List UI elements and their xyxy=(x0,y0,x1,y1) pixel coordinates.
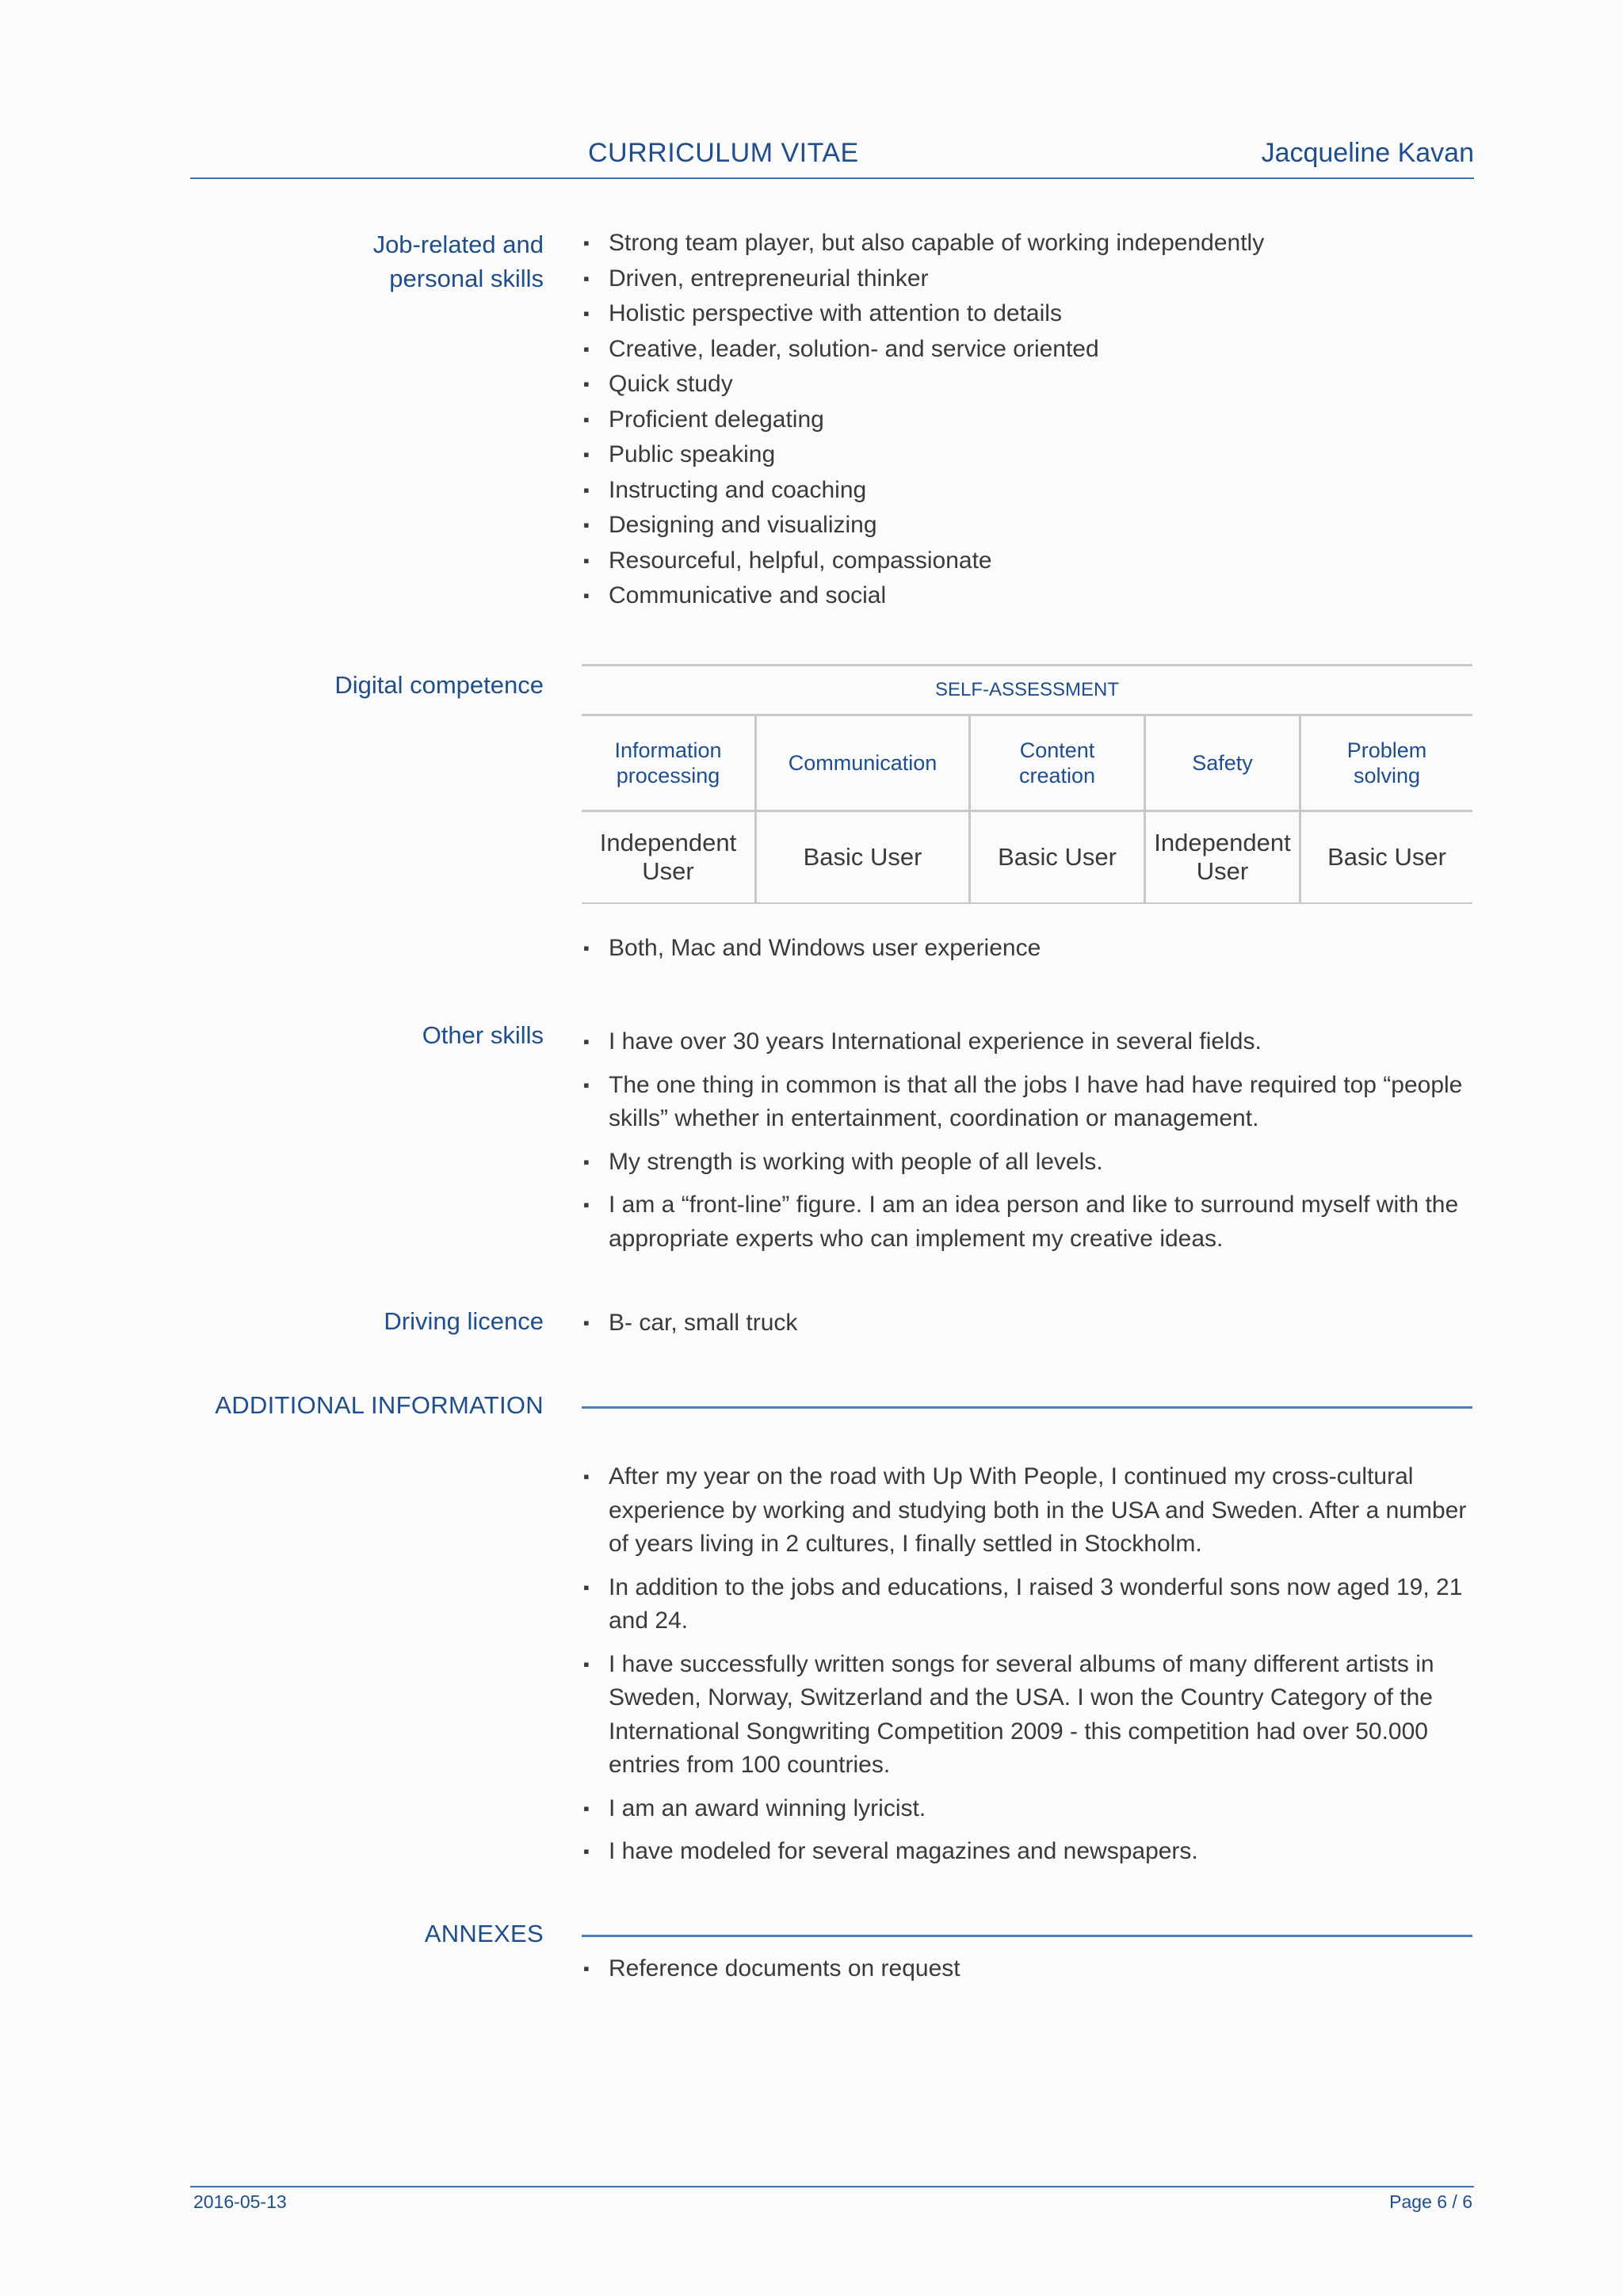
digital-competence-label: Digital competence xyxy=(334,671,544,699)
applicant-name: Jacqueline Kavan xyxy=(1261,138,1474,168)
list-item: ▪ Quick study xyxy=(583,367,1474,402)
driving-licence-label: Driving licence xyxy=(384,1307,544,1335)
additional-information-list xyxy=(583,1460,1474,1878)
list-item: ▪ Designing and visualizing xyxy=(583,508,1474,543)
list-item: ▪ Driven, entrepreneurial thinker xyxy=(583,261,1474,297)
list-item: ▪ Proficient delegating xyxy=(583,402,1474,438)
level-content-creation: Basic User xyxy=(970,811,1145,904)
self-assessment-caption: SELF-ASSESSMENT xyxy=(582,666,1472,715)
level-problem-solving: Basic User xyxy=(1300,811,1473,904)
driving-licence-list xyxy=(583,1306,1474,1341)
level-information-processing: Independent User xyxy=(582,811,756,904)
footer-date: 2016-05-13 xyxy=(193,2191,287,2212)
annexes-list xyxy=(583,1951,1474,1987)
digital-note-list xyxy=(583,931,1474,967)
list-item: ▪ I am a “front-line” figure. I am an idea person and like to surround myself with the appropriate experts who can implement my creative ideas. xyxy=(583,1188,1474,1256)
annexes-divider xyxy=(582,1935,1472,1937)
footer-divider xyxy=(190,2186,1474,2187)
column-header-safety: Safety xyxy=(1145,715,1300,811)
additional-information-heading: ADDITIONAL INFORMATION xyxy=(215,1391,544,1419)
page-number: Page 6 / 6 xyxy=(1389,2191,1472,2212)
job-skills-label: Job-related and personal skills xyxy=(372,231,544,292)
list-item: ▪ Creative, leader, solution- and service oriented xyxy=(583,332,1474,368)
column-header-content-creation: Content creation xyxy=(970,715,1145,811)
list-item: ▪ Communicative and social xyxy=(583,578,1474,614)
list-item: ▪ After my year on the road with Up With People, I continued my cross-cultural experience by working and studying both in the USA and Sweden. After a number of years living in 2 cultures, I finally settled in Stockholm. xyxy=(583,1460,1474,1562)
list-item: ▪ My strength is working with people of all levels. xyxy=(583,1146,1474,1180)
column-header-information-processing: Information processing xyxy=(582,715,756,811)
column-header-problem-solving: Problem solving xyxy=(1300,715,1473,811)
document-title: CURRICULUM VITAE xyxy=(588,138,859,168)
list-item: ▪ Reference documents on request xyxy=(583,1951,1474,1987)
list-item: ▪ Public speaking xyxy=(583,437,1474,473)
list-item: ▪ B- car, small truck xyxy=(583,1306,1474,1341)
list-item: ▪ Strong team player, but also capable of working independently xyxy=(583,226,1474,261)
header-divider xyxy=(190,177,1474,179)
self-assessment-table xyxy=(582,664,1472,904)
list-item: ▪ I am an award winning lyricist. xyxy=(583,1792,1474,1826)
list-item: ▪ The one thing in common is that all the jobs I have had have required top “people skills” whether in entertainment, coordination or management. xyxy=(583,1069,1474,1136)
list-item: ▪ Both, Mac and Windows user experience xyxy=(583,931,1474,967)
other-skills-list xyxy=(583,1025,1474,1265)
list-item: ▪ Resourceful, helpful, compassionate xyxy=(583,543,1474,579)
annexes-heading: ANNEXES xyxy=(424,1920,544,1947)
job-skills-list xyxy=(583,226,1474,614)
list-item: ▪ I have successfully written songs for several albums of many different artists in Sweden, Norway, Switzerland and the USA. I won the Country Category of the International Songwriting Competition 2009 - this competition had over 50.000 entries from 100 countries. xyxy=(583,1648,1474,1783)
list-item: ▪ I have modeled for several magazines and newspapers. xyxy=(583,1835,1474,1869)
list-item: ▪ In addition to the jobs and educations, I raised 3 wonderful sons now aged 19, 21 and 24. xyxy=(583,1571,1474,1638)
list-item: ▪ Instructing and coaching xyxy=(583,473,1474,509)
list-item: ▪ Holistic perspective with attention to details xyxy=(583,296,1474,332)
level-communication: Basic User xyxy=(756,811,970,904)
additional-information-divider xyxy=(582,1406,1472,1409)
level-safety: Independent User xyxy=(1145,811,1300,904)
column-header-communication: Communication xyxy=(756,715,970,811)
other-skills-label: Other skills xyxy=(422,1021,544,1049)
list-item: ▪ I have over 30 years International experience in several fields. xyxy=(583,1025,1474,1059)
